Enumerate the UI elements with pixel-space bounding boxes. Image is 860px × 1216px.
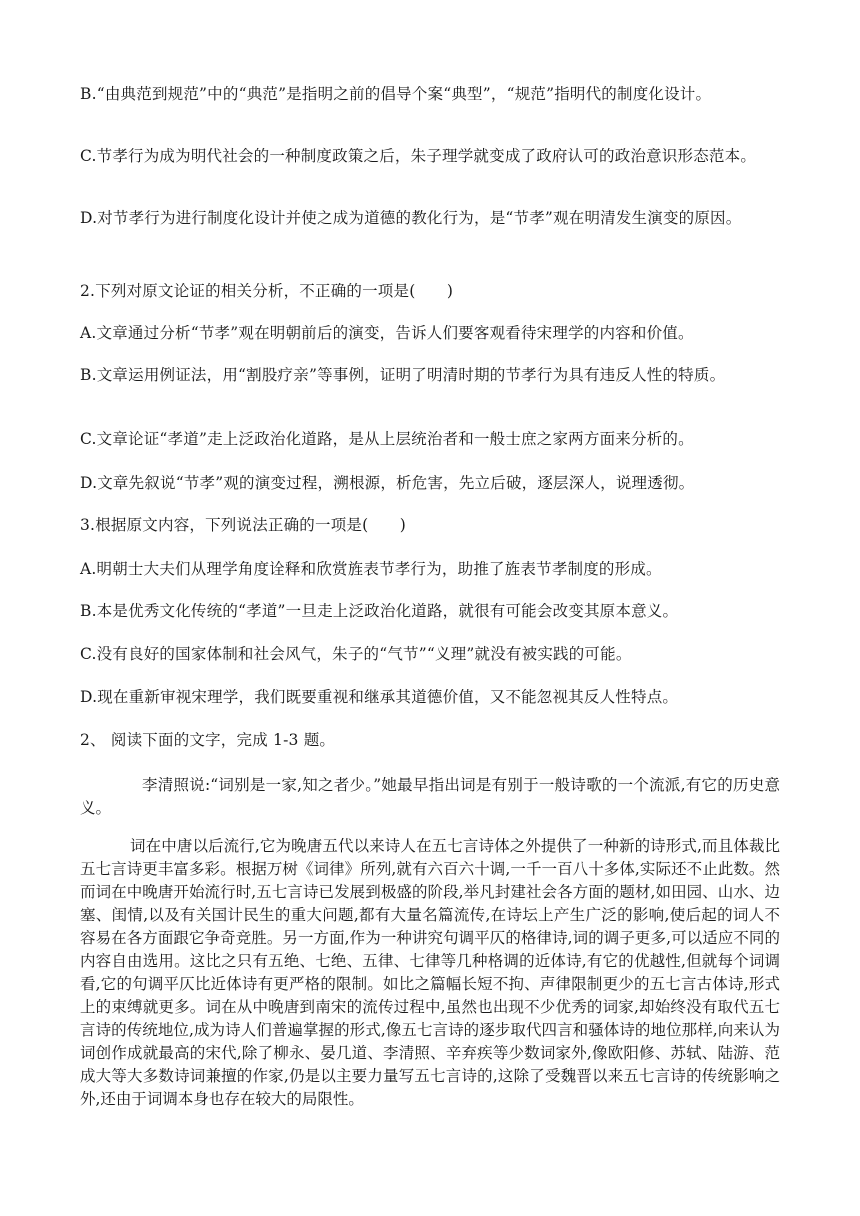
q2-option-c: C.文章论证“孝道”走上泛政治化道路，是从上层统治者和一般士庶之家两方面来分析的。 <box>80 430 694 448</box>
q2-option-b: B.文章运用例证法，用“割股疗亲”等事例，证明了明清时期的节孝行为具有违反人性的特质。 <box>80 366 726 384</box>
passage-paragraph-2: 词在中唐以后流行,它为晚唐五代以来诗人在五七言诗体之外提供了一种新的诗形式,而且体裁比五七言诗更丰富多彩。根据万树《词律》所列,就有六百六十调,一千一百八十多体,实际还不止此数。然而词在中晚唐开始流行时,五七言诗已发展到极盛的阶段,举凡封建社会各方面的题材,如田园、山水、边塞、闺情,以及有关国计民生的重大问题,都有大量名篇流传,在诗坛上产生广泛的影响,使后起的词人不容易在各方面跟它争奇竞胜。另一方面,作为一种讲究句调平仄的格律诗,词的调子更多,可以适应不同的内容自由选用。这比之只有五绝、七绝、五律、七律等几种格调的近体诗,有它的优越性,但就每个词调看,它的句调平仄比近体诗有更严格的限制。如比之篇幅长短不拘、声律限制更少的五七言古体诗,形式上的束缚就更多。词在从中晚唐到南宋的流传过程中,虽然也出现不少优秀的词家,却始终没有取代五七言诗的传统地位,成为诗人们普遍掌握的形式,像五七言诗的逐步取代四言和骚体诗的地位那样,向来认为词创作成就最高的宋代,除了柳永、晏几道、李清照、辛弃疾等少数词家外,像欧阳修、苏轼、陆游、范成大等大多数诗词兼擅的作家,仍是以主要力量写五七言诗的,这除了受魏晋以来五七言诗的传统影响之外,还由于词调本身也存在较大的局限性。 <box>80 837 780 1108</box>
passage-paragraph-1: 李清照说:“词别是一家,知之者少。”她最早指出词是有别于一般诗歌的一个流派,有它的历史意义。 <box>80 776 780 817</box>
q1-option-d: D.对节孝行为进行制度化设计并使之成为道德的教化行为，是“节孝”观在明清发生演变的原因。 <box>80 209 742 227</box>
section-heading: 2、 阅读下面的文字，完成 1-3 题。 <box>80 731 336 749</box>
q1-option-b: B.“由典范到规范”中的“典范”是指明之前的倡导个案“典型”，“规范”指明代的制度化设计。 <box>80 85 712 103</box>
q3-option-a: A.明朝士大夫们从理学角度诠释和欣赏旌表节孝行为，助推了旌表节孝制度的形成。 <box>80 560 662 578</box>
q1-option-c: C.节孝行为成为明代社会的一种制度政策之后，朱子理学就变成了政府认可的政治意识形态范本。 <box>80 147 757 165</box>
q3-option-c: C.没有良好的国家体制和社会风气，朱子的“气节”“义理”就没有被实践的可能。 <box>80 645 632 663</box>
q3-option-d: D.现在重新审视宋理学，我们既要重视和继承其道德价值，又不能忽视其反人性特点。 <box>80 688 679 706</box>
q3-stem: 3.根据原文内容，下列说法正确的一项是( ) <box>80 516 406 534</box>
q2-option-d: D.文章先叙说“节孝”观的演变过程，溯根源，析危害，先立后破，逐层深人，说理透彻。 <box>80 474 695 492</box>
q2-option-a: A.文章通过分析“节孝”观在明朝前后的演变，告诉人们要客观看待宋理学的内容和价值。 <box>80 324 694 342</box>
q2-stem: 2.下列对原文论证的相关分析，不正确的一项是( ) <box>80 282 454 300</box>
q3-option-b: B.本是优秀文化传统的“孝道”一旦走上泛政治化道路，就很有可能会改变其原本意义。 <box>80 602 679 620</box>
